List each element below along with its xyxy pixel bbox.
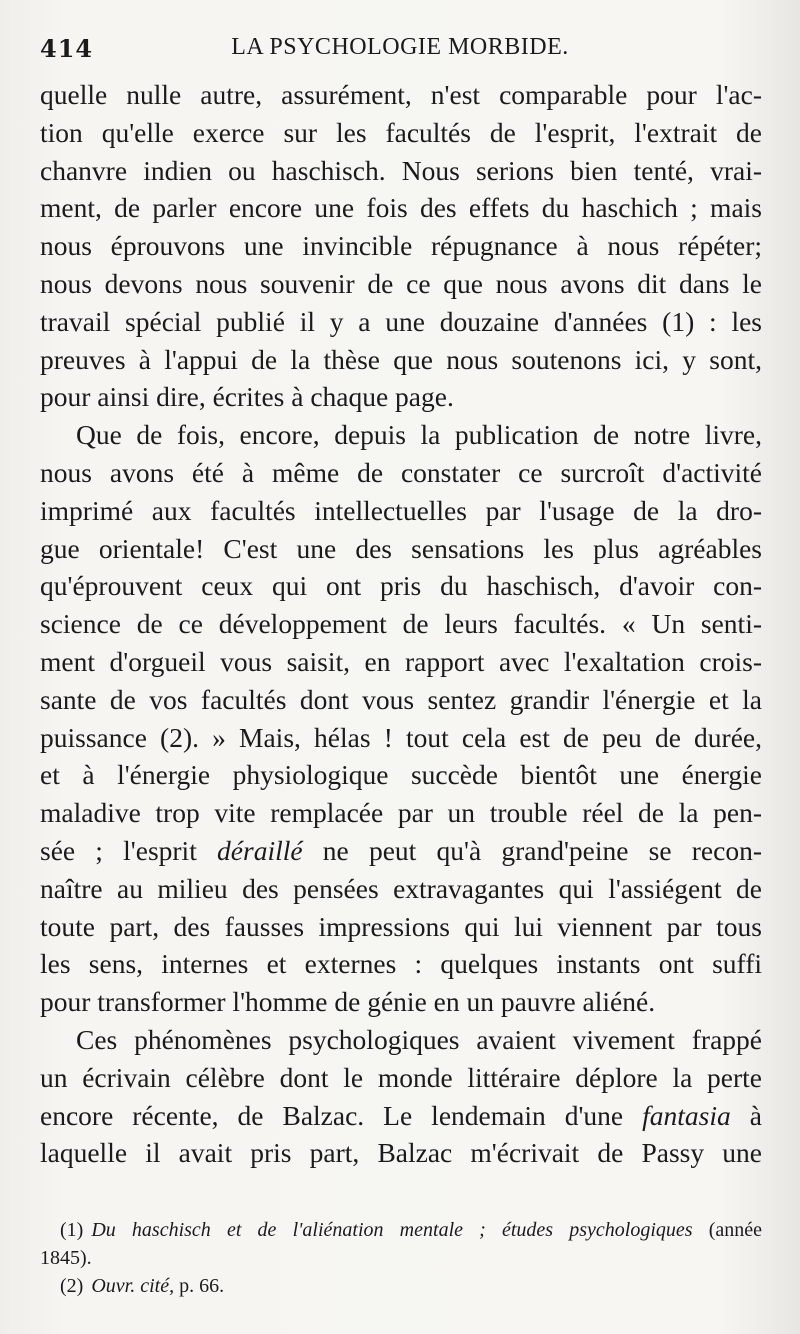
- italic-word: fantasia: [642, 1099, 731, 1131]
- text-line: [40, 1097, 762, 1135]
- text-line: Ces phénomènes psychologiques avaient vivement frappé: [76, 1023, 762, 1055]
- text-line: les sens, internes et externes : quelques instants ont suffi: [40, 948, 762, 980]
- text-line: [40, 832, 762, 870]
- text-segment: encore récente, de Balzac. Le lendemain d'une: [40, 1099, 643, 1131]
- text-line: puissance (2). » Mais, hélas ! tout cela est de peu de durée,: [40, 721, 762, 753]
- text-line: nous avons été à même de constater ce surcroît d'activité: [40, 456, 762, 488]
- footnote-reference: Ouvr. cité,: [91, 1275, 175, 1297]
- footnote-marker: (1): [60, 1219, 84, 1241]
- footnote-text: p. 66.: [174, 1275, 225, 1297]
- text-line: pour transformer l'homme de génie en un pauvre aliéné.: [40, 986, 656, 1018]
- text-line: travail spécial publié il y a une douzaine d'années (1) : les: [40, 305, 762, 337]
- text-line: et à l'énergie physiologique succède bientôt une énergie: [40, 759, 762, 791]
- body-text: [40, 76, 762, 1172]
- footnote-title: Du haschisch et de l'aliénation mentale ; études psychologiques: [91, 1219, 693, 1241]
- footnote-1: [40, 1216, 762, 1244]
- italic-word: déraillé: [217, 834, 303, 866]
- text-line: maladive trop vite remplacée par un trouble réel de la pen-: [40, 797, 762, 829]
- text-line: gue orientale! C'est une des sensations les plus agréables: [40, 532, 762, 564]
- text-line: ment, de parler encore une fois des effets du haschich ; mais: [40, 192, 762, 224]
- text-line: tion qu'elle exerce sur les facultés de l'esprit, l'extrait de: [40, 116, 762, 148]
- footnote-marker: (2): [60, 1275, 84, 1297]
- footnotes: [40, 1216, 762, 1300]
- running-title: LA PSYCHOLOGIE MORBIDE.: [231, 34, 569, 60]
- text-segment: ne peut qu'à grand'peine se recon-: [302, 834, 762, 866]
- text-line: un écrivain célèbre dont le monde littéraire déplore la perte: [40, 1061, 762, 1093]
- text-line: toute part, des fausses impressions qui lui viennent par tous: [40, 910, 762, 942]
- text-line: science de ce développement de leurs facultés. « Un senti-: [40, 608, 762, 640]
- text-line: Que de fois, encore, depuis la publication de notre livre,: [76, 419, 762, 451]
- text-line: pour ainsi dire, écrites à chaque page.: [40, 381, 454, 413]
- footnote-text: (année: [692, 1219, 762, 1241]
- footnote-1-continued: 1845).: [40, 1247, 92, 1269]
- text-line: preuves à l'appui de la thèse que nous soutenons ici, y sont,: [40, 343, 762, 375]
- page-number: 414: [40, 34, 94, 63]
- text-segment: sée ; l'esprit: [40, 834, 218, 866]
- footnote-2: [40, 1272, 762, 1300]
- text-line: nous éprouvons une invincible répugnance à nous répéter;: [40, 230, 762, 262]
- paragraph-2: [40, 416, 762, 1021]
- text-line: ment d'orgueil vous saisit, en rapport avec l'exaltation crois-: [40, 645, 762, 677]
- text-line: sante de vos facultés dont vous sentez grandir l'énergie et la: [40, 683, 762, 715]
- text-line: laquelle il avait pris part, Balzac m'écrivait de Passy une: [40, 1137, 762, 1169]
- text-line: chanvre indien ou haschisch. Nous serions bien tenté, vrai-: [40, 154, 762, 186]
- text-segment: à: [730, 1099, 762, 1131]
- text-line: qu'éprouvent ceux qui ont pris du haschisch, d'avoir con-: [40, 570, 762, 602]
- text-line: naître au milieu des pensées extravagantes qui l'assiégent de: [40, 872, 762, 904]
- paragraph-1: [40, 76, 762, 416]
- text-line: quelle nulle autre, assurément, n'est comparable pour l'ac-: [40, 79, 762, 110]
- text-line: nous devons nous souvenir de ce que nous avons dit dans le: [40, 267, 762, 299]
- page-header: [40, 34, 760, 68]
- paragraph-3: [40, 1021, 762, 1172]
- text-line: imprimé aux facultés intellectuelles par l'usage de la dro-: [40, 494, 762, 526]
